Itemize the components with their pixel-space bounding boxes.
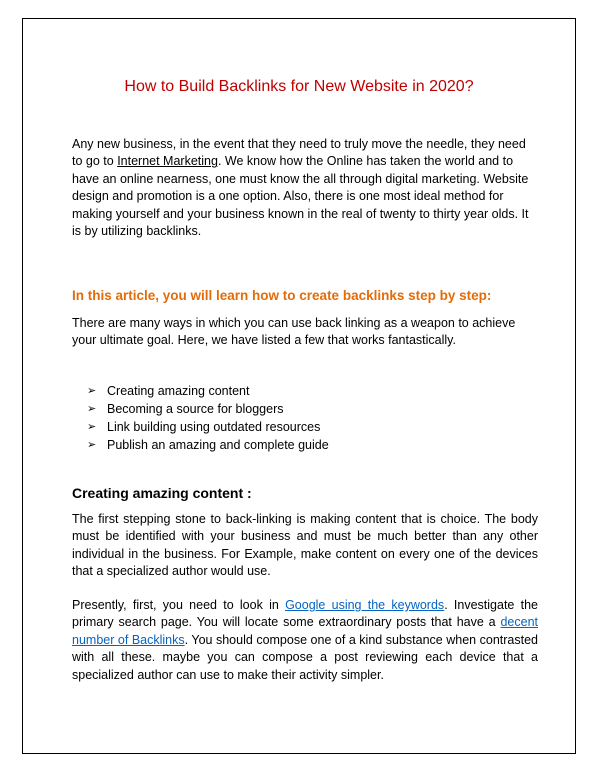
list-item: ➢ Publish an amazing and complete guide: [87, 438, 329, 452]
internet-marketing-link[interactable]: Internet Marketing: [117, 154, 218, 169]
list-item: ➢ Becoming a source for bloggers: [87, 402, 284, 416]
section2-paragraph-1: The first stepping stone to back-linking is making content that is choice. The body must be identified with your business and must be much better than any other individual in the business. For Example, make content on every one of the devices that a specialized author would use.: [72, 512, 538, 579]
section1-paragraph: There are many ways in which you can use back linking as a weapon to achieve your ultimate goal. Here, we have listed a few that works fantastically.: [72, 316, 516, 348]
arrow-bullet-icon: ➢: [87, 403, 97, 415]
page-title: How to Build Backlinks for New Website in 2020?: [124, 78, 474, 95]
intro-paragraph: [72, 136, 538, 240]
section-heading-backlinks: In this article, you will learn how to create backlinks step by step:: [72, 288, 492, 303]
arrow-bullet-icon: ➢: [87, 385, 97, 397]
document-page: [22, 18, 576, 754]
google-keywords-link[interactable]: Google using the keywords: [285, 598, 445, 612]
arrow-bullet-icon: ➢: [87, 439, 97, 451]
section2-paragraph-2: Presently, first, you need to look in Google using the keywords. Investigate the primary search page. You will locate some extraordinary posts that have a decent number of Backlinks. You should compose one of a kind substance when contrasted with all these. maybe you can compose a post reviewing each device that a specialized author can use to make their activity simpler.: [72, 598, 538, 682]
arrow-bullet-icon: ➢: [87, 421, 97, 433]
backlinks-link[interactable]: decent number of Backlinks: [72, 615, 538, 647]
intro-text-before: Any new business, in the event that they need to truly move the needle, they need to go to: [72, 137, 526, 169]
section-heading-content: Creating amazing content :: [72, 485, 252, 501]
intro-text-after: . We know how the Online has taken the world and to have an online nearness, one must know the all through digital marketing. Website design and promotion is a one option. Also, there is one most ideal method for making yourself and your business known in the real of twenty to thirty year olds. It is by utilizing backlinks.: [72, 154, 529, 239]
list-item: ➢ Link building using outdated resources: [87, 420, 321, 434]
list-item: ➢ Creating amazing content: [87, 384, 250, 398]
bullet-list: [87, 382, 329, 454]
